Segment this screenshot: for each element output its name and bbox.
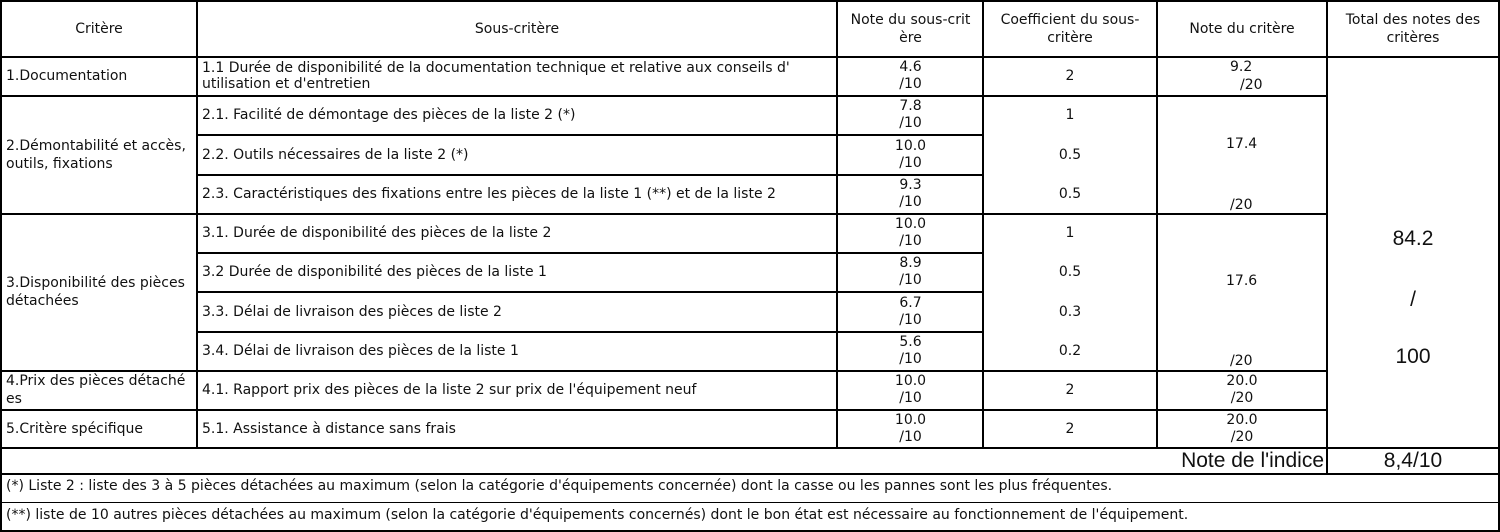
table-border <box>196 0 198 449</box>
coefficient: 1 <box>1065 107 1075 123</box>
sub-score-denominator: /10 <box>899 311 922 328</box>
table-border <box>0 0 1500 2</box>
header-total: Total des notes des critères <box>1345 12 1481 46</box>
sub-score-value: 9.3 <box>899 177 922 193</box>
header-note-sous-critere: Note du sous-crit ère <box>850 12 971 46</box>
criterion-label: 5.Critère spécifique <box>6 421 143 437</box>
table-border <box>0 409 1328 411</box>
sub-criterion: 5.1. Assistance à distance sans frais <box>202 421 456 437</box>
sub-score-value: 10.0 <box>894 412 927 428</box>
header-note-critere: Note du critère <box>1189 21 1295 37</box>
criterion-score-value: 17.4 <box>1226 136 1258 152</box>
sub-score-denominator: /10 <box>899 194 922 210</box>
coefficient: 0.5 <box>1058 186 1082 202</box>
criterion-label: 4.Prix des pièces détaché es <box>6 373 186 407</box>
sub-criterion: 2.2. Outils nécessaires de la liste 2 (*) <box>202 146 469 163</box>
sub-criterion: 3.4. Délai de livraison des pièces de la liste 1 <box>202 343 519 359</box>
sub-score-denominator: /10 <box>899 429 922 445</box>
table-border <box>0 213 1328 215</box>
coefficient: 1 <box>1065 225 1075 241</box>
sub-score-denominator: /10 <box>899 154 922 171</box>
sub-criterion: 4.1. Rapport prix des pièces de la liste 2 sur prix de l'équipement neuf <box>202 382 697 398</box>
sub-score-denominator: /10 <box>899 233 922 249</box>
sub-score <box>839 411 982 447</box>
sub-score <box>839 333 982 369</box>
sub-score-value: 4.6 <box>899 59 922 75</box>
criterion-score <box>1158 58 1326 94</box>
coefficient: 0.3 <box>1058 303 1082 320</box>
criterion-score-value: 20.0 <box>1226 412 1258 428</box>
sub-score-denominator: /10 <box>899 272 922 288</box>
criterion-label: 2.Démontabilité et accès, outils, fixations <box>6 137 186 172</box>
criterion-score <box>1158 372 1326 408</box>
sub-score <box>839 97 982 133</box>
criterion-score-value: 17.6 <box>1226 273 1258 289</box>
table-border <box>196 331 984 333</box>
criterion-score-value: 20.0 <box>1226 373 1258 389</box>
sub-criterion: 1.1 Durée de disponibilité de la documentation technique et relative aux conseils d' utilisation et d'entretien <box>202 60 790 92</box>
sub-score <box>839 176 982 212</box>
footnote: (**) liste de 10 autres pièces détachées au maximum (selon la catégorie d'équipements concernés) dont le bon état est nécessaire au fonctionnement de l'équipement. <box>6 507 1189 523</box>
sub-score-value: 10.0 <box>894 373 927 389</box>
total-slash: / <box>1410 288 1416 311</box>
sub-score-value: 5.6 <box>899 334 922 350</box>
total-max: 100 <box>1395 345 1431 368</box>
sub-score <box>839 136 982 173</box>
index-value: 8,4/10 <box>1383 449 1443 472</box>
criterion-score-value: 9.2 <box>1230 59 1253 75</box>
sub-criterion: 3.2 Durée de disponibilité des pièces de la liste 1 <box>202 264 547 280</box>
criterion-label: 3.Disponibilité des pièces détachées <box>6 275 185 309</box>
criterion-score-denominator: /20 <box>1230 353 1253 369</box>
table-border <box>196 252 984 254</box>
criterion-score <box>1158 411 1326 447</box>
coefficient: 0.5 <box>1058 264 1082 280</box>
criterion-score-denominator: /20 <box>1230 390 1254 406</box>
table-border <box>0 0 2 532</box>
sub-score <box>839 58 982 94</box>
header-critere: Critère <box>75 21 123 37</box>
table-border <box>1156 0 1158 449</box>
sub-score-value: 6.7 <box>899 294 922 311</box>
table-border <box>0 473 1500 475</box>
sub-score-denominator: /10 <box>899 351 922 367</box>
table-border <box>196 291 984 293</box>
sub-score <box>839 254 982 290</box>
sub-score-value: 10.0 <box>894 137 927 154</box>
sub-criterion: 2.3. Caractéristiques des fixations entre les pièces de la liste 1 (**) et de la liste 2 <box>202 186 776 202</box>
sub-score <box>839 215 982 251</box>
coefficient: 2 <box>1065 68 1075 84</box>
criterion-score <box>1158 97 1326 212</box>
sub-score <box>839 293 982 330</box>
table-border <box>0 447 1500 449</box>
sub-criterion: 3.1. Durée de disponibilité des pièces de la liste 2 <box>202 225 552 241</box>
criterion-label: 1.Documentation <box>6 68 128 84</box>
table-border <box>0 95 1328 97</box>
total-score <box>1328 58 1498 447</box>
table-border <box>0 56 1500 58</box>
table-border <box>0 502 1500 503</box>
table-border <box>0 370 1328 372</box>
coefficient: 2 <box>1065 382 1075 398</box>
header-coefficient: Coefficient du sous-critère <box>1000 12 1140 46</box>
sub-score-denominator: /10 <box>899 115 922 131</box>
coefficient: 0.2 <box>1058 343 1082 359</box>
coefficient: 0.5 <box>1058 146 1082 163</box>
header-sous-critere: Sous-critère <box>474 21 560 37</box>
sub-criterion: 3.3. Délai de livraison des pièces de liste 2 <box>202 303 502 320</box>
criterion-score <box>1158 215 1326 369</box>
sub-score-value: 10.0 <box>894 216 927 232</box>
sub-score-value: 7.8 <box>899 98 922 114</box>
index-label: Note de l'indice <box>1181 449 1324 472</box>
coefficient: 2 <box>1065 421 1075 437</box>
table-border <box>982 0 984 449</box>
footnote: (*) Liste 2 : liste des 3 à 5 pièces détachées au maximum (selon la catégorie d'équipements concernée) dont la casse ou les pannes sont les plus fréquentes. <box>6 478 1113 494</box>
total-value: 84.2 <box>1392 227 1434 250</box>
sub-score-denominator: /10 <box>899 390 922 406</box>
table-border <box>196 134 984 136</box>
criterion-score-denominator: /20 <box>1230 429 1254 445</box>
table-border <box>1326 0 1328 475</box>
sub-criterion: 2.1. Facilité de démontage des pièces de la liste 2 (*) <box>202 107 576 123</box>
criterion-score-denominator: /20 <box>1230 197 1253 213</box>
table-border <box>196 174 984 176</box>
sub-score <box>839 372 982 408</box>
sub-score-value: 8.9 <box>899 255 922 271</box>
criterion-score-denominator: /20 <box>1240 77 1263 93</box>
sub-score-denominator: /10 <box>899 76 922 92</box>
table-border <box>836 0 838 449</box>
